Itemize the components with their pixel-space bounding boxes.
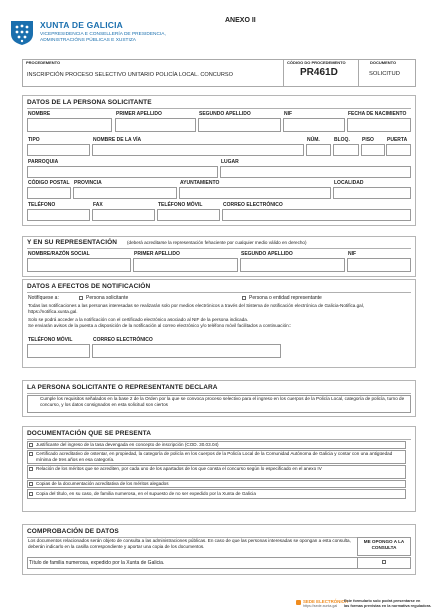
label-rep-primer-apellido: PRIMER APELLIDO — [134, 251, 180, 257]
verification-title: COMPROBACIÓN DE DATOS — [27, 528, 119, 535]
procedure-document-label: DOCUMENTO — [370, 60, 397, 65]
notification-text-2: Solo se podrá acceder a la notificación con el certificado electrónico asociado al NIF de la persona indicada. — [28, 317, 249, 322]
label-codigo-postal: CÓDIGO POSTAL — [28, 180, 70, 186]
doc-item-text: Certificado acreditativo de ostentar, en propiedad, la categoría de policía en los cuerpos de la Policía Local de la Comunidad Autónoma de Galicia y contar con una antigüedad mínima de tres años en esa categoría. — [36, 451, 393, 462]
field-fecha-nacimiento[interactable] — [347, 118, 411, 132]
field-rep-primer-apellido[interactable] — [133, 258, 238, 272]
field-correo[interactable] — [222, 209, 411, 221]
xunta-logo — [9, 18, 35, 46]
declaration-title: LA PERSONA SOLICITANTE O REPRESENTANTE DECLARA — [27, 384, 218, 391]
field-parroquia[interactable] — [27, 166, 218, 178]
field-puerta[interactable] — [386, 144, 411, 156]
field-localidad[interactable] — [333, 187, 411, 199]
field-ayuntamiento[interactable] — [179, 187, 331, 199]
label-bloq: BLOQ. — [334, 137, 350, 143]
field-tipo[interactable] — [27, 144, 90, 156]
field-notif-movil[interactable] — [27, 344, 90, 358]
label-provincia: PROVINCIA — [74, 180, 102, 186]
doc-item-text: Justificante del ingreso de la tasa devengada en concepto de inscripción (COD. 30.03.04) — [36, 442, 219, 447]
label-fecha-nacimiento: FECHA DE NACIMIENTO — [348, 111, 407, 117]
field-razon-social[interactable] — [27, 258, 131, 272]
field-segundo-apellido[interactable] — [198, 118, 281, 132]
radio-persona-representante[interactable] — [242, 296, 246, 300]
label-puerta: PUERTA — [387, 137, 408, 143]
procedure-vdivider-2 — [358, 59, 359, 87]
doc-item-text: Copia del título, en su caso, de familia numerosa, en el supuesto de no ser expedido por la Xunta de Galicia — [36, 491, 256, 496]
label-telefono: TELÉFONO — [28, 202, 56, 208]
field-nombre-via[interactable] — [92, 144, 304, 156]
field-notif-correo[interactable] — [92, 344, 281, 358]
label-correo: CORREO ELECTRÓNICO — [223, 202, 283, 208]
field-nif[interactable] — [283, 118, 345, 132]
representative-title-rule — [27, 248, 411, 249]
doc-item-checkbox[interactable] — [29, 443, 33, 447]
field-primer-apellido[interactable] — [115, 118, 196, 132]
label-nombre: NOMBRE — [28, 111, 51, 117]
field-piso[interactable] — [361, 144, 385, 156]
field-lugar[interactable] — [220, 166, 411, 178]
procedure-code-label: CÓDIGO DO PROCEDEMENTO — [287, 60, 346, 65]
field-codigo-postal[interactable] — [27, 187, 71, 199]
applicant-title: DATOS DE LA PERSONA SOLICITANTE — [27, 99, 152, 106]
verification-text: Los documentos relacionados serán objeto de consulta a las administraciones públicas. En caso de que las personas interesadas se opongan a esta consulta, deberán indicarlo en la casilla correspondiente y aportar una copia de los documentos. — [28, 538, 351, 549]
oppose-label: ME OPONGO A LA CONSULTA — [363, 539, 405, 550]
logo-name: XUNTA DE GALICIA — [40, 20, 124, 30]
representative-note: (deberá acreditarse la representación fehaciente por cualquier medio válido en derecho) — [127, 240, 307, 245]
verification-item-divider — [357, 557, 358, 569]
label-nif: NIF — [284, 111, 293, 117]
field-rep-nif[interactable] — [347, 258, 411, 272]
field-telefono[interactable] — [27, 209, 90, 221]
footer-note-2: las formas previstas en la normativa reguladora. — [344, 604, 432, 608]
xunta-crest-icon — [9, 18, 35, 46]
org-line-2: ADMINISTRACIÓNS PÚBLICAS E XUSTIZA — [40, 38, 136, 43]
label-primer-apellido: PRIMER APELLIDO — [116, 111, 162, 117]
label-notif-movil: TELÉFONO MÓVIL — [28, 337, 73, 343]
annex-label: ANEXO II — [225, 17, 256, 24]
field-bloq[interactable] — [333, 144, 359, 156]
label-fax: FAX — [93, 202, 103, 208]
procedure-document: SOLICITUD — [369, 71, 400, 77]
radio-label-representante: Persona o entidad representante — [249, 295, 322, 301]
label-razon-social: NOMBRE/RAZÓN SOCIAL — [28, 251, 90, 257]
sede-logo-icon — [296, 600, 301, 605]
radio-label-solicitante: Persona solicitante — [86, 295, 129, 301]
doc-item-text: Relación de los méritos que se acrediten, por cada uno de los apartados de los que consta el concurso según lo especificado en el anexo IV — [36, 466, 322, 471]
label-telefono-movil: TELÉFONO MÓVIL — [158, 202, 203, 208]
label-tipo: TIPO — [28, 137, 40, 143]
procedure-label: PROCEDEMENTO — [26, 60, 61, 65]
notification-title: DATOS A EFECTOS DE NOTIFICACIÓN — [27, 283, 151, 290]
field-provincia[interactable] — [73, 187, 177, 199]
procedure-name: INSCRIPCIÓN PROCESO SELECTIVO UNITARIO POLICÍA LOCAL. CONCURSO — [27, 72, 233, 78]
label-notif-correo: CORREO ELECTRÓNICO — [93, 337, 153, 343]
field-nombre[interactable] — [27, 118, 112, 132]
label-nombre-via: NOMBRE DE LA VÍA — [93, 137, 142, 143]
label-segundo-apellido: SEGUNDO APELLIDO — [199, 111, 251, 117]
doc-item-text: Copias de la documentación acreditativa de los méritos alegados — [36, 481, 169, 486]
procedure-vdivider-1 — [283, 59, 284, 87]
notification-title-rule — [27, 292, 411, 293]
radio-persona-solicitante[interactable] — [79, 296, 83, 300]
label-rep-nif: NIF — [348, 251, 357, 257]
footer-note-1: Este formulario solo podrá presentarse en — [344, 599, 421, 603]
label-localidad: LOCALIDAD — [334, 180, 364, 186]
applicant-title-rule — [27, 108, 411, 109]
documentation-title: DOCUMENTACIÓN QUE SE PRESENTA — [27, 430, 152, 437]
footer-brand: SEDE ELECTRÓNICA — [303, 599, 348, 604]
notification-text-1: Todas las notificaciones a las personas interesadas se realizarán solo por medios electrónicos a través del Sistema de notificación electrónica de Galicia-Notifica.gal, https://notifica.xunta.gal. — [28, 303, 365, 314]
field-num[interactable] — [306, 144, 331, 156]
label-parroquia: PARROQUIA — [28, 159, 59, 165]
footer-url[interactable]: https://sede.xunta.gal — [303, 604, 338, 608]
doc-item-checkbox[interactable] — [29, 467, 33, 471]
field-telefono-movil[interactable] — [157, 209, 220, 221]
notification-text-3: Se enviarán avisos de la puesta a disposición de la notificación al correo electrónico y/o teléfono móvil facilitados a continuación:: — [28, 323, 292, 328]
field-fax[interactable] — [92, 209, 155, 221]
doc-item-checkbox[interactable] — [29, 482, 33, 486]
label-piso: PISO — [362, 137, 374, 143]
representative-title: Y EN SU REPRESENTACIÓN — [27, 239, 118, 246]
org-line-1: VICEPRESIDENCIA E CONSELLERÍA DE PRESIDENCIA, — [40, 32, 166, 37]
field-rep-segundo-apellido[interactable] — [240, 258, 345, 272]
notifiquese-label: Notifíquese a: — [28, 295, 59, 301]
label-ayuntamiento: AYUNTAMIENTO — [180, 180, 220, 186]
declaration-title-rule — [27, 393, 411, 394]
declaration-text: Cumple los requisitos señalados en la base 2 de la Orden por la que se convoca proceso selectivo para el ingreso en los cuerpos de la Policía Local, categoría de policía, turno de concurso, y los datos consignados en esta solicitud son ciertos — [40, 396, 405, 407]
label-lugar: LUGAR — [221, 159, 239, 165]
doc-item-checkbox[interactable] — [29, 452, 33, 456]
doc-item-checkbox[interactable] — [29, 492, 33, 496]
oppose-checkbox[interactable] — [382, 560, 386, 564]
procedure-code: PR461D — [300, 67, 338, 78]
documentation-title-rule — [27, 439, 411, 440]
label-rep-segundo-apellido: SEGUNDO APELLIDO — [241, 251, 293, 257]
verification-item-text: Título de familia numerosa, expedido por la Xunta de Galicia. — [29, 560, 165, 566]
label-num: NÚM. — [307, 137, 320, 143]
